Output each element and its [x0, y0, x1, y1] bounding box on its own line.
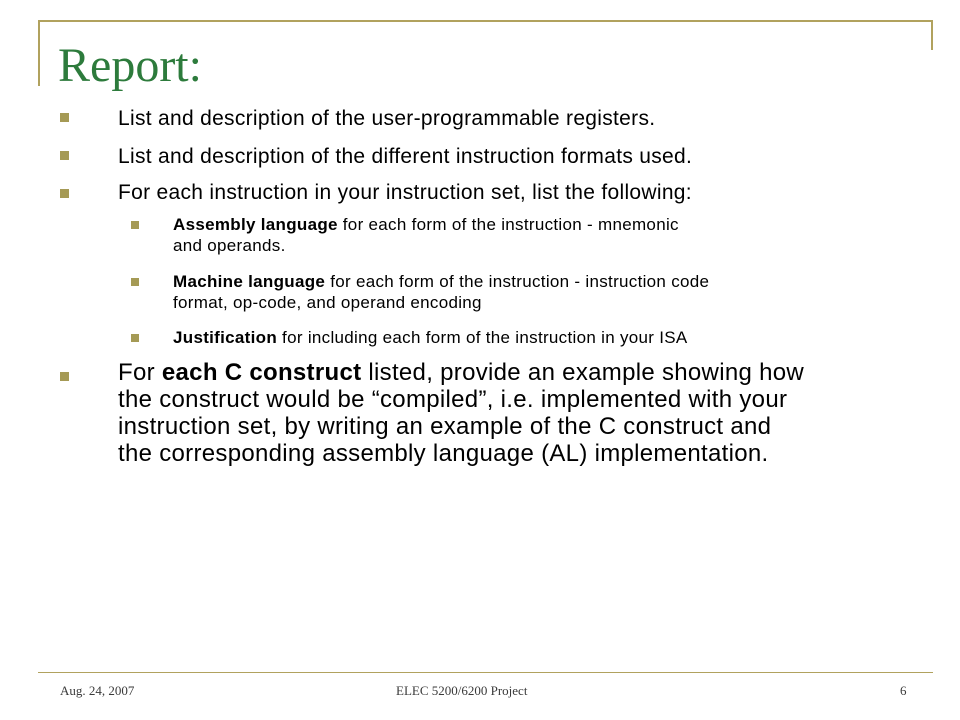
slide-title: Report:: [58, 39, 202, 92]
bullet-4: [118, 359, 804, 467]
bullet-square-icon: [60, 372, 69, 381]
bullet-square-icon: [60, 189, 69, 198]
footer-date: Aug. 24, 2007: [60, 683, 135, 698]
bullet-3: For each instruction in your instruction set, list the following:: [118, 181, 692, 204]
bullet-4-line3: instruction set, by writing an example of the C construct and: [118, 413, 772, 440]
sub-bullet-3-line1: [173, 327, 688, 348]
bullet-4-line1: [118, 359, 804, 386]
bullet-square-icon: [60, 151, 69, 160]
bullet-2: List and description of the different instruction formats used.: [118, 145, 693, 168]
sub-bullet-square-icon: [131, 221, 139, 229]
sub-bullet-1-text: for each form of the instruction - mnemonic: [337, 215, 679, 234]
sub-bullet-1-line2: and operands.: [173, 236, 286, 255]
sub-bullet-3-bold: Justification: [173, 328, 278, 347]
sub-bullet-square-icon: [131, 334, 139, 342]
bullet-4-rest: listed, provide an example showing how: [361, 359, 805, 386]
bullet-4-line4: the corresponding assembly language (AL) implementation.: [118, 440, 769, 467]
sub-bullet-1-line1: [173, 214, 679, 235]
bullet-4-bold: each C construct: [161, 359, 362, 386]
bullet-1: List and description of the user-programmable registers.: [118, 107, 656, 130]
footer-title: ELEC 5200/6200 Project: [396, 683, 528, 698]
sub-bullet-3: [173, 327, 688, 348]
sub-bullet-1-bold: Assembly language: [173, 215, 338, 234]
sub-bullet-2: [173, 271, 709, 313]
sub-bullet-3-text: for including each form of the instruction in your ISA: [277, 328, 688, 347]
sub-bullet-1: [173, 214, 679, 256]
footer-divider: [38, 672, 933, 673]
sub-bullet-2-bold: Machine language: [173, 272, 326, 291]
sub-bullet-2-line1: [173, 271, 709, 292]
bullet-square-icon: [60, 113, 69, 122]
footer-page-number: 6: [900, 683, 907, 698]
sub-bullet-2-text: for each form of the instruction - instruction code: [325, 272, 710, 291]
bullet-4-line2: the construct would be “compiled”, i.e. implemented with your: [118, 386, 788, 413]
sub-bullet-2-line2: format, op-code, and operand encoding: [173, 293, 482, 312]
bullet-4-prefix: For: [118, 359, 162, 386]
sub-bullet-square-icon: [131, 278, 139, 286]
